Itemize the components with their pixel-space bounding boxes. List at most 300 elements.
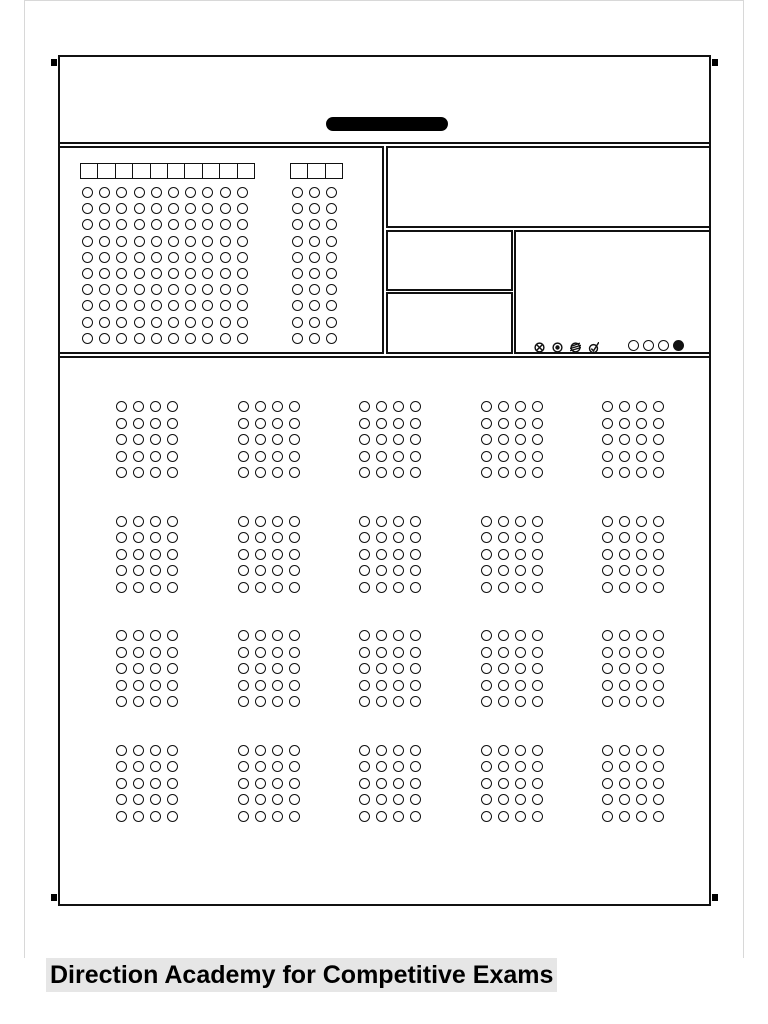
digit-entry-cell[interactable]: [81, 164, 98, 178]
answer-option-bubble[interactable]: [238, 811, 249, 822]
answer-option-bubble[interactable]: [532, 696, 543, 707]
answer-option-bubble[interactable]: [359, 647, 370, 658]
answer-option-bubble[interactable]: [238, 565, 249, 576]
answer-option-bubble[interactable]: [238, 549, 249, 560]
answer-option-bubble[interactable]: [150, 761, 161, 772]
answer-option-bubble[interactable]: [238, 467, 249, 478]
answer-option-bubble[interactable]: [410, 401, 421, 412]
answer-option-bubble[interactable]: [498, 401, 509, 412]
answer-option-bubble[interactable]: [393, 467, 404, 478]
roll-digit-bubble[interactable]: [82, 268, 93, 279]
answer-option-bubble[interactable]: [515, 663, 526, 674]
roll-digit-bubble[interactable]: [220, 333, 231, 344]
answer-option-bubble[interactable]: [272, 647, 283, 658]
answer-option-bubble[interactable]: [481, 663, 492, 674]
answer-option-bubble[interactable]: [238, 532, 249, 543]
answer-option-bubble[interactable]: [289, 696, 300, 707]
test-code-entry-boxes[interactable]: [290, 163, 343, 179]
answer-option-bubble[interactable]: [150, 647, 161, 658]
answer-option-bubble[interactable]: [498, 647, 509, 658]
answer-option-bubble[interactable]: [272, 761, 283, 772]
answer-option-bubble[interactable]: [150, 794, 161, 805]
answer-option-bubble[interactable]: [619, 516, 630, 527]
answer-option-bubble[interactable]: [602, 401, 613, 412]
answer-option-bubble[interactable]: [498, 532, 509, 543]
answer-option-bubble[interactable]: [481, 434, 492, 445]
roll-digit-bubble[interactable]: [237, 203, 248, 214]
test-code-bubble[interactable]: [326, 268, 337, 279]
answer-option-bubble[interactable]: [410, 532, 421, 543]
roll-digit-bubble[interactable]: [237, 236, 248, 247]
answer-option-bubble[interactable]: [636, 467, 647, 478]
answer-option-bubble[interactable]: [636, 532, 647, 543]
answer-option-bubble[interactable]: [359, 434, 370, 445]
roll-digit-bubble[interactable]: [134, 284, 145, 295]
test-code-bubble[interactable]: [309, 252, 320, 263]
answer-option-bubble[interactable]: [410, 418, 421, 429]
roll-digit-bubble[interactable]: [237, 333, 248, 344]
answer-option-bubble[interactable]: [359, 516, 370, 527]
answer-option-bubble[interactable]: [289, 778, 300, 789]
answer-option-bubble[interactable]: [481, 696, 492, 707]
roll-digit-bubble[interactable]: [82, 333, 93, 344]
answer-option-bubble[interactable]: [150, 811, 161, 822]
roll-digit-bubble[interactable]: [168, 252, 179, 263]
roll-digit-bubble[interactable]: [99, 317, 110, 328]
roll-digit-bubble[interactable]: [116, 317, 127, 328]
roll-digit-bubble[interactable]: [220, 284, 231, 295]
roll-digit-bubble[interactable]: [151, 187, 162, 198]
answer-option-bubble[interactable]: [272, 811, 283, 822]
test-code-bubble[interactable]: [292, 317, 303, 328]
answer-option-bubble[interactable]: [238, 434, 249, 445]
answer-option-bubble[interactable]: [410, 811, 421, 822]
answer-option-bubble[interactable]: [289, 745, 300, 756]
answer-option-bubble[interactable]: [150, 549, 161, 560]
answer-option-bubble[interactable]: [393, 582, 404, 593]
answer-option-bubble[interactable]: [359, 549, 370, 560]
answer-option-bubble[interactable]: [619, 434, 630, 445]
answer-option-bubble[interactable]: [289, 630, 300, 641]
answer-option-bubble[interactable]: [602, 794, 613, 805]
answer-option-bubble[interactable]: [359, 811, 370, 822]
answer-option-bubble[interactable]: [498, 434, 509, 445]
answer-option-bubble[interactable]: [393, 663, 404, 674]
answer-option-bubble[interactable]: [602, 418, 613, 429]
answer-option-bubble[interactable]: [376, 778, 387, 789]
answer-option-bubble[interactable]: [376, 582, 387, 593]
answer-option-bubble[interactable]: [636, 778, 647, 789]
answer-option-bubble[interactable]: [653, 434, 664, 445]
answer-option-bubble[interactable]: [167, 401, 178, 412]
answer-option-bubble[interactable]: [167, 451, 178, 462]
answer-option-bubble[interactable]: [619, 647, 630, 658]
answer-option-bubble[interactable]: [619, 680, 630, 691]
answer-option-bubble[interactable]: [289, 467, 300, 478]
answer-option-bubble[interactable]: [602, 778, 613, 789]
answer-option-bubble[interactable]: [359, 745, 370, 756]
test-code-bubble[interactable]: [309, 236, 320, 247]
answer-option-bubble[interactable]: [410, 565, 421, 576]
answer-option-bubble[interactable]: [116, 451, 127, 462]
roll-digit-bubble[interactable]: [151, 333, 162, 344]
answer-option-bubble[interactable]: [481, 516, 492, 527]
answer-option-bubble[interactable]: [255, 565, 266, 576]
roll-digit-bubble[interactable]: [185, 236, 196, 247]
roll-digit-bubble[interactable]: [134, 187, 145, 198]
answer-option-bubble[interactable]: [393, 549, 404, 560]
answer-option-bubble[interactable]: [515, 549, 526, 560]
answer-option-bubble[interactable]: [255, 532, 266, 543]
digit-entry-cell[interactable]: [151, 164, 168, 178]
answer-option-bubble[interactable]: [498, 630, 509, 641]
roll-digit-bubble[interactable]: [237, 268, 248, 279]
answer-option-bubble[interactable]: [619, 778, 630, 789]
roll-digit-bubble[interactable]: [185, 333, 196, 344]
roll-digit-bubble[interactable]: [134, 300, 145, 311]
answer-option-bubble[interactable]: [653, 794, 664, 805]
answer-option-bubble[interactable]: [481, 761, 492, 772]
answer-option-bubble[interactable]: [289, 516, 300, 527]
answer-option-bubble[interactable]: [376, 565, 387, 576]
answer-option-bubble[interactable]: [532, 532, 543, 543]
answer-option-bubble[interactable]: [133, 467, 144, 478]
answer-option-bubble[interactable]: [359, 663, 370, 674]
answer-option-bubble[interactable]: [255, 467, 266, 478]
answer-option-bubble[interactable]: [150, 467, 161, 478]
answer-option-bubble[interactable]: [410, 647, 421, 658]
test-code-bubble[interactable]: [326, 236, 337, 247]
answer-option-bubble[interactable]: [272, 630, 283, 641]
answer-option-bubble[interactable]: [636, 696, 647, 707]
answer-option-bubble[interactable]: [238, 778, 249, 789]
candidate-name-box[interactable]: [386, 146, 711, 228]
answer-option-bubble[interactable]: [272, 401, 283, 412]
answer-option-bubble[interactable]: [272, 451, 283, 462]
answer-option-bubble[interactable]: [289, 663, 300, 674]
answer-option-bubble[interactable]: [238, 516, 249, 527]
roll-digit-bubble[interactable]: [134, 333, 145, 344]
roll-digit-bubble[interactable]: [168, 317, 179, 328]
answer-option-bubble[interactable]: [255, 549, 266, 560]
answer-option-bubble[interactable]: [515, 794, 526, 805]
answer-option-bubble[interactable]: [653, 532, 664, 543]
answer-option-bubble[interactable]: [272, 696, 283, 707]
answer-option-bubble[interactable]: [515, 418, 526, 429]
answer-option-bubble[interactable]: [167, 434, 178, 445]
answer-option-bubble[interactable]: [498, 516, 509, 527]
answer-option-bubble[interactable]: [150, 418, 161, 429]
answer-option-bubble[interactable]: [376, 794, 387, 805]
answer-option-bubble[interactable]: [359, 680, 370, 691]
answer-option-bubble[interactable]: [515, 630, 526, 641]
answer-option-bubble[interactable]: [393, 778, 404, 789]
digit-entry-cell[interactable]: [98, 164, 115, 178]
answer-option-bubble[interactable]: [515, 467, 526, 478]
answer-option-bubble[interactable]: [481, 401, 492, 412]
answer-option-bubble[interactable]: [167, 516, 178, 527]
answer-option-bubble[interactable]: [410, 467, 421, 478]
roll-digit-bubble[interactable]: [134, 219, 145, 230]
test-code-bubble[interactable]: [292, 333, 303, 344]
answer-option-bubble[interactable]: [255, 401, 266, 412]
answer-option-bubble[interactable]: [150, 696, 161, 707]
answer-option-bubble[interactable]: [410, 761, 421, 772]
answer-option-bubble[interactable]: [653, 401, 664, 412]
answer-option-bubble[interactable]: [289, 647, 300, 658]
answer-option-bubble[interactable]: [393, 401, 404, 412]
answer-option-bubble[interactable]: [636, 582, 647, 593]
answer-option-bubble[interactable]: [532, 647, 543, 658]
test-code-bubble[interactable]: [292, 187, 303, 198]
answer-option-bubble[interactable]: [150, 434, 161, 445]
answer-option-bubble[interactable]: [636, 663, 647, 674]
answer-option-bubble[interactable]: [150, 565, 161, 576]
answer-option-bubble[interactable]: [653, 549, 664, 560]
answer-option-bubble[interactable]: [653, 778, 664, 789]
roll-digit-bubble[interactable]: [220, 317, 231, 328]
answer-option-bubble[interactable]: [410, 549, 421, 560]
answer-option-bubble[interactable]: [289, 434, 300, 445]
test-code-bubble[interactable]: [292, 236, 303, 247]
answer-option-bubble[interactable]: [133, 778, 144, 789]
answer-option-bubble[interactable]: [602, 663, 613, 674]
answer-option-bubble[interactable]: [376, 516, 387, 527]
answer-option-bubble[interactable]: [376, 696, 387, 707]
answer-option-bubble[interactable]: [133, 565, 144, 576]
answer-option-bubble[interactable]: [150, 532, 161, 543]
answer-option-bubble[interactable]: [116, 532, 127, 543]
answer-option-bubble[interactable]: [410, 696, 421, 707]
roll-digit-bubble[interactable]: [82, 236, 93, 247]
answer-option-bubble[interactable]: [272, 680, 283, 691]
answer-option-bubble[interactable]: [515, 451, 526, 462]
answer-option-bubble[interactable]: [359, 532, 370, 543]
answer-option-bubble[interactable]: [255, 647, 266, 658]
answer-option-bubble[interactable]: [481, 532, 492, 543]
roll-digit-bubble[interactable]: [82, 252, 93, 263]
answer-option-bubble[interactable]: [532, 565, 543, 576]
test-code-bubble[interactable]: [292, 252, 303, 263]
answer-option-bubble[interactable]: [481, 630, 492, 641]
answer-option-bubble[interactable]: [289, 418, 300, 429]
roll-digit-bubble[interactable]: [220, 203, 231, 214]
answer-option-bubble[interactable]: [498, 467, 509, 478]
answer-option-bubble[interactable]: [653, 582, 664, 593]
answer-option-bubble[interactable]: [481, 647, 492, 658]
test-code-bubble[interactable]: [309, 268, 320, 279]
answer-option-bubble[interactable]: [498, 565, 509, 576]
answer-option-bubble[interactable]: [515, 647, 526, 658]
answer-option-bubble[interactable]: [619, 745, 630, 756]
roll-digit-bubble[interactable]: [134, 252, 145, 263]
answer-option-bubble[interactable]: [133, 794, 144, 805]
answer-option-bubble[interactable]: [393, 630, 404, 641]
answer-option-bubble[interactable]: [255, 794, 266, 805]
answer-option-bubble[interactable]: [255, 680, 266, 691]
answer-option-bubble[interactable]: [515, 516, 526, 527]
answer-option-bubble[interactable]: [393, 745, 404, 756]
answer-option-bubble[interactable]: [116, 401, 127, 412]
digit-entry-cell[interactable]: [326, 164, 342, 178]
answer-option-bubble[interactable]: [498, 778, 509, 789]
answer-option-bubble[interactable]: [150, 451, 161, 462]
answer-option-bubble[interactable]: [133, 761, 144, 772]
answer-option-bubble[interactable]: [376, 745, 387, 756]
answer-option-bubble[interactable]: [150, 630, 161, 641]
answer-option-bubble[interactable]: [532, 778, 543, 789]
answer-option-bubble[interactable]: [498, 451, 509, 462]
answer-option-bubble[interactable]: [410, 663, 421, 674]
answer-option-bubble[interactable]: [272, 467, 283, 478]
answer-option-bubble[interactable]: [167, 467, 178, 478]
answer-option-bubble[interactable]: [289, 582, 300, 593]
answer-option-bubble[interactable]: [393, 794, 404, 805]
answer-option-bubble[interactable]: [602, 696, 613, 707]
answer-option-bubble[interactable]: [393, 451, 404, 462]
answer-option-bubble[interactable]: [515, 778, 526, 789]
roll-digit-bubble[interactable]: [82, 317, 93, 328]
answer-option-bubble[interactable]: [636, 647, 647, 658]
answer-option-bubble[interactable]: [602, 451, 613, 462]
answer-option-bubble[interactable]: [532, 451, 543, 462]
answer-option-bubble[interactable]: [532, 811, 543, 822]
roll-digit-bubble[interactable]: [116, 236, 127, 247]
answer-option-bubble[interactable]: [393, 680, 404, 691]
answer-option-bubble[interactable]: [481, 680, 492, 691]
answer-option-bubble[interactable]: [272, 516, 283, 527]
answer-option-bubble[interactable]: [498, 745, 509, 756]
answer-option-bubble[interactable]: [636, 745, 647, 756]
answer-option-bubble[interactable]: [481, 549, 492, 560]
answer-option-bubble[interactable]: [376, 434, 387, 445]
answer-option-bubble[interactable]: [238, 418, 249, 429]
answer-option-bubble[interactable]: [376, 418, 387, 429]
digit-entry-cell[interactable]: [203, 164, 220, 178]
answer-option-bubble[interactable]: [359, 761, 370, 772]
roll-digit-bubble[interactable]: [185, 317, 196, 328]
answer-option-bubble[interactable]: [272, 565, 283, 576]
answer-option-bubble[interactable]: [602, 532, 613, 543]
answer-option-bubble[interactable]: [255, 434, 266, 445]
roll-digit-bubble[interactable]: [134, 268, 145, 279]
answer-option-bubble[interactable]: [359, 582, 370, 593]
test-code-bubble[interactable]: [326, 317, 337, 328]
answer-option-bubble[interactable]: [289, 549, 300, 560]
answer-option-bubble[interactable]: [289, 761, 300, 772]
answer-option-bubble[interactable]: [238, 647, 249, 658]
answer-option-bubble[interactable]: [133, 696, 144, 707]
answer-option-bubble[interactable]: [255, 451, 266, 462]
answer-option-bubble[interactable]: [653, 647, 664, 658]
answer-option-bubble[interactable]: [359, 418, 370, 429]
roll-digit-bubble[interactable]: [99, 252, 110, 263]
answer-option-bubble[interactable]: [532, 467, 543, 478]
answer-option-bubble[interactable]: [272, 549, 283, 560]
answer-option-bubble[interactable]: [376, 467, 387, 478]
answer-option-bubble[interactable]: [653, 516, 664, 527]
answer-option-bubble[interactable]: [619, 582, 630, 593]
answer-option-bubble[interactable]: [116, 761, 127, 772]
answer-option-bubble[interactable]: [619, 532, 630, 543]
answer-option-bubble[interactable]: [272, 794, 283, 805]
answer-option-bubble[interactable]: [359, 401, 370, 412]
answer-option-bubble[interactable]: [602, 549, 613, 560]
answer-option-bubble[interactable]: [359, 451, 370, 462]
answer-option-bubble[interactable]: [238, 761, 249, 772]
roll-digit-bubble[interactable]: [220, 252, 231, 263]
answer-option-bubble[interactable]: [272, 434, 283, 445]
answer-option-bubble[interactable]: [359, 467, 370, 478]
answer-option-bubble[interactable]: [498, 811, 509, 822]
test-code-bubble[interactable]: [309, 317, 320, 328]
answer-option-bubble[interactable]: [272, 582, 283, 593]
roll-digit-bubble[interactable]: [220, 300, 231, 311]
answer-option-bubble[interactable]: [481, 778, 492, 789]
answer-option-bubble[interactable]: [532, 745, 543, 756]
answer-option-bubble[interactable]: [498, 549, 509, 560]
answer-option-bubble[interactable]: [167, 680, 178, 691]
answer-option-bubble[interactable]: [532, 794, 543, 805]
roll-digit-bubble[interactable]: [134, 203, 145, 214]
digit-entry-cell[interactable]: [238, 164, 254, 178]
answer-option-bubble[interactable]: [376, 647, 387, 658]
answer-option-bubble[interactable]: [619, 663, 630, 674]
answer-option-bubble[interactable]: [636, 680, 647, 691]
answer-option-bubble[interactable]: [167, 696, 178, 707]
answer-option-bubble[interactable]: [167, 418, 178, 429]
answer-option-bubble[interactable]: [393, 418, 404, 429]
answer-option-bubble[interactable]: [133, 630, 144, 641]
answer-option-bubble[interactable]: [636, 434, 647, 445]
roll-digit-bubble[interactable]: [168, 333, 179, 344]
answer-option-bubble[interactable]: [133, 532, 144, 543]
answer-option-bubble[interactable]: [410, 434, 421, 445]
answer-option-bubble[interactable]: [133, 418, 144, 429]
roll-digit-bubble[interactable]: [220, 219, 231, 230]
test-code-bubble[interactable]: [326, 333, 337, 344]
answer-option-bubble[interactable]: [532, 401, 543, 412]
answer-option-bubble[interactable]: [376, 401, 387, 412]
answer-option-bubble[interactable]: [602, 680, 613, 691]
answer-option-bubble[interactable]: [636, 451, 647, 462]
digit-entry-cell[interactable]: [116, 164, 133, 178]
answer-option-bubble[interactable]: [116, 680, 127, 691]
roll-digit-bubble[interactable]: [82, 187, 93, 198]
answer-option-bubble[interactable]: [116, 549, 127, 560]
digit-entry-cell[interactable]: [308, 164, 325, 178]
answer-option-bubble[interactable]: [238, 451, 249, 462]
roll-digit-bubble[interactable]: [220, 187, 231, 198]
answer-option-bubble[interactable]: [410, 516, 421, 527]
answer-option-bubble[interactable]: [133, 680, 144, 691]
answer-option-bubble[interactable]: [150, 745, 161, 756]
answer-option-bubble[interactable]: [116, 696, 127, 707]
answer-option-bubble[interactable]: [515, 401, 526, 412]
answer-option-bubble[interactable]: [532, 418, 543, 429]
answer-option-bubble[interactable]: [133, 451, 144, 462]
answer-option-bubble[interactable]: [359, 778, 370, 789]
answer-option-bubble[interactable]: [133, 663, 144, 674]
answer-option-bubble[interactable]: [116, 663, 127, 674]
answer-option-bubble[interactable]: [619, 467, 630, 478]
answer-option-bubble[interactable]: [532, 630, 543, 641]
answer-option-bubble[interactable]: [255, 418, 266, 429]
digit-entry-cell[interactable]: [133, 164, 150, 178]
answer-option-bubble[interactable]: [167, 565, 178, 576]
roll-digit-bubble[interactable]: [168, 187, 179, 198]
answer-option-bubble[interactable]: [393, 761, 404, 772]
